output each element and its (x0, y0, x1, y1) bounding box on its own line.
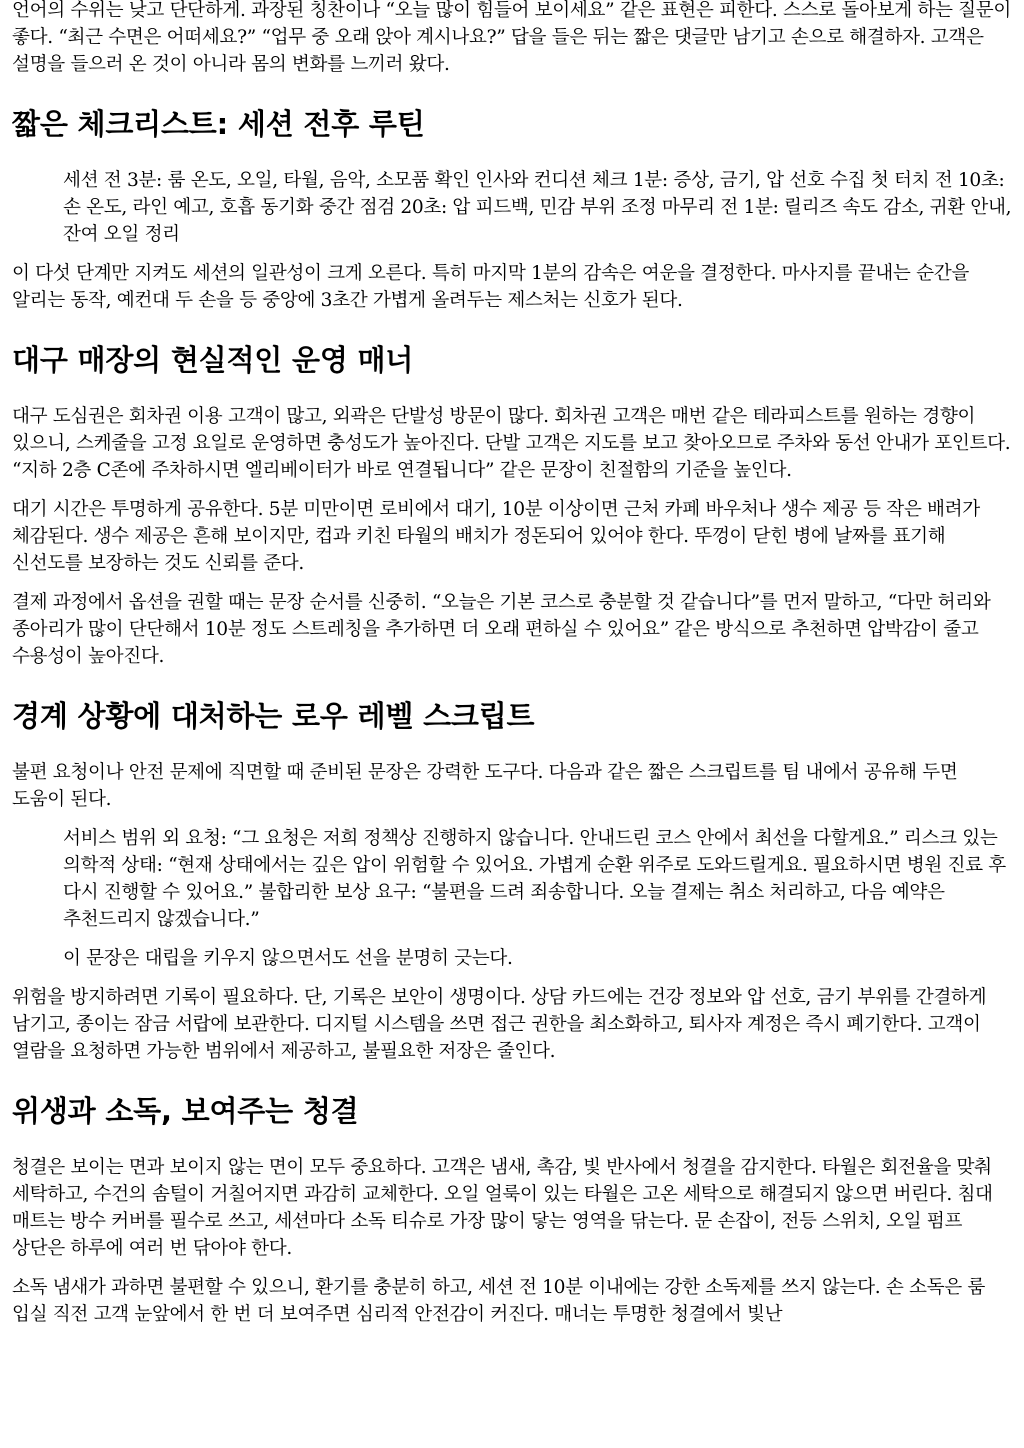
intro-paragraph: 언어의 수위는 낮고 단단하게. 과장된 칭찬이나 “오늘 많이 힘들어 보이세요” 같은 표현은 피한다. 스스로 돌아보게 하는 질문이 좋다. “최근 수면은 어떠세요?” “업무 중 오래 앉아 계시나요?” 답을 들은 뒤는 짧은 댓글만 남기고 손으로 해결하자. 고객은 설명을 들으러 온 것이 아니라 몸의 변화를 느끼러 왔다. (12, 0, 1011, 75)
scripts-blockquote: 서비스 범위 외 요청: “그 요청은 저희 정책상 진행하지 않습니다. 안내드린 코스 안에서 최선을 다할게요.” 리스크 있는 의학적 상태: “현재 상태에서는 깊은 압이 위험할 수 있어요. 가볍게 순환 위주로 도와드릴게요. 필요하시면 병원 진료 후 다시 진행할 수 있어요.” 불합리한 보상 요구: “불편을 드려 죄송합니다. 오늘 결제는 취소 처리하고, 다음 예약은 추천드리지 않겠습니다.” (63, 828, 1006, 930)
records-paragraph: 위험을 방지하려면 기록이 필요하다. 단, 기록은 보안이 생명이다. 상담 카드에는 건강 정보와 압 선호, 금기 부위를 간결하게 남기고, 종이는 잠금 서랍에 보관한다. 디지털 시스템을 쓰면 접근 권한을 최소화하고, 퇴사자 계정은 즉시 폐기한다. 고객이 열람을 요청하면 가능한 범위에서 제공하고, 불필요한 저장은 줄인다. (12, 987, 987, 1062)
section-heading-checklist: 짧은 체크리스트: 세션 전후 루틴 (12, 107, 425, 141)
scripts-paragraph-intro: 불편 요청이나 안전 문제에 직면할 때 준비된 문장은 강력한 도구다. 다음과 같은 짧은 스크립트를 팀 내에서 공유해 두면 도움이 된다. (12, 762, 958, 810)
hygiene-paragraph-1: 청결은 보이는 면과 보이지 않는 면이 모두 중요하다. 고객은 냄새, 촉감, 빛 반사에서 청결을 감지한다. 타월은 회전율을 맞춰 세탁하고, 수건의 솜털이 거칠어지면 과감히 교체한다. 오일 얼룩이 있는 타월은 고온 세탁으로 해결되지 않으면 버린다. 침대 매트는 방수 커버를 필수로 쓰고, 세션마다 소독 티슈로 가장 많이 닿는 영역을 닦는다. 문 손잡이, 전등 스위치, 오일 펌프 상단은 하루에 여러 번 닦아야 한다. (12, 1157, 993, 1259)
hygiene-paragraph-2: 소독 냄새가 과하면 불편할 수 있으니, 환기를 충분히 하고, 세션 전 10분 이내에는 강한 소독제를 쓰지 않는다. 손 소독은 룸 입실 직전 고객 눈앞에서 한 번 더 보여주면 심리적 안전감이 커진다. 매너는 투명한 청결에서 빛난 (12, 1277, 986, 1325)
scripts-blockquote-note: 이 문장은 대립을 키우지 않으면서도 선을 분명히 긋는다. (63, 948, 513, 969)
document-page (12, 0, 1012, 1328)
checklist-paragraph: 이 다섯 단계만 지켜도 세션의 일관성이 크게 오른다. 특히 마지막 1분의 감속은 여운을 결정한다. 마사지를 끝내는 순간을 알리는 동작, 예컨대 두 손을 등 중앙에 3초간 가볍게 올려두는 제스처는 신호가 된다. (12, 263, 969, 311)
daegu-paragraph-2: 대기 시간은 투명하게 공유한다. 5분 미만이면 로비에서 대기, 10분 이상이면 근처 카페 바우처나 생수 제공 등 작은 배려가 체감된다. 생수 제공은 흔해 보이지만, 컵과 키친 타월의 배치가 정돈되어 있어야 한다. 뚜껑이 닫힌 병에 날짜를 표기해 신선도를 보장하는 것도 신뢰를 준다. (12, 499, 980, 574)
checklist-blockquote: 세션 전 3분: 룸 온도, 오일, 타월, 음악, 소모품 확인 인사와 컨디션 체크 1분: 증상, 금기, 압 선호 수집 첫 터치 전 10초: 손 온도, 라인 예고, 호흡 동기화 중간 점검 20초: 압 피드백, 민감 부위 조정 마무리 전 1분: 릴리즈 속도 감소, 귀환 안내, 잔여 오일 정리 (63, 170, 1012, 245)
daegu-paragraph-3: 결제 과정에서 옵션을 권할 때는 문장 순서를 신중히. “오늘은 기본 코스로 충분할 것 같습니다”를 먼저 말하고, “다만 허리와 종아리가 많이 단단해서 10분 정도 스트레칭을 추가하면 더 오래 편하실 수 있어요” 같은 방식으로 추천하면 압박감이 줄고 수용성이 높아진다. (12, 592, 991, 667)
daegu-paragraph-1: 대구 도심권은 회차권 이용 고객이 많고, 외곽은 단발성 방문이 많다. 회차권 고객은 매번 같은 테라피스트를 원하는 경향이 있으니, 스케줄을 고정 요일로 운영하면 충성도가 높아진다. 단발 고객은 지도를 보고 찾아오므로 주차와 동선 안내가 포인트다. “지하 2층 C존에 주차하시면 엘리베이터가 바로 연결됩니다” 같은 문장이 친절함의 기준을 높인다. (12, 406, 1011, 481)
section-heading-daegu-manners: 대구 매장의 현실적인 운영 매너 (12, 343, 414, 377)
section-heading-boundary-scripts: 경계 상황에 대처하는 로우 레벨 스크립트 (12, 699, 535, 733)
section-heading-hygiene: 위생과 소독, 보여주는 청결 (12, 1094, 359, 1128)
